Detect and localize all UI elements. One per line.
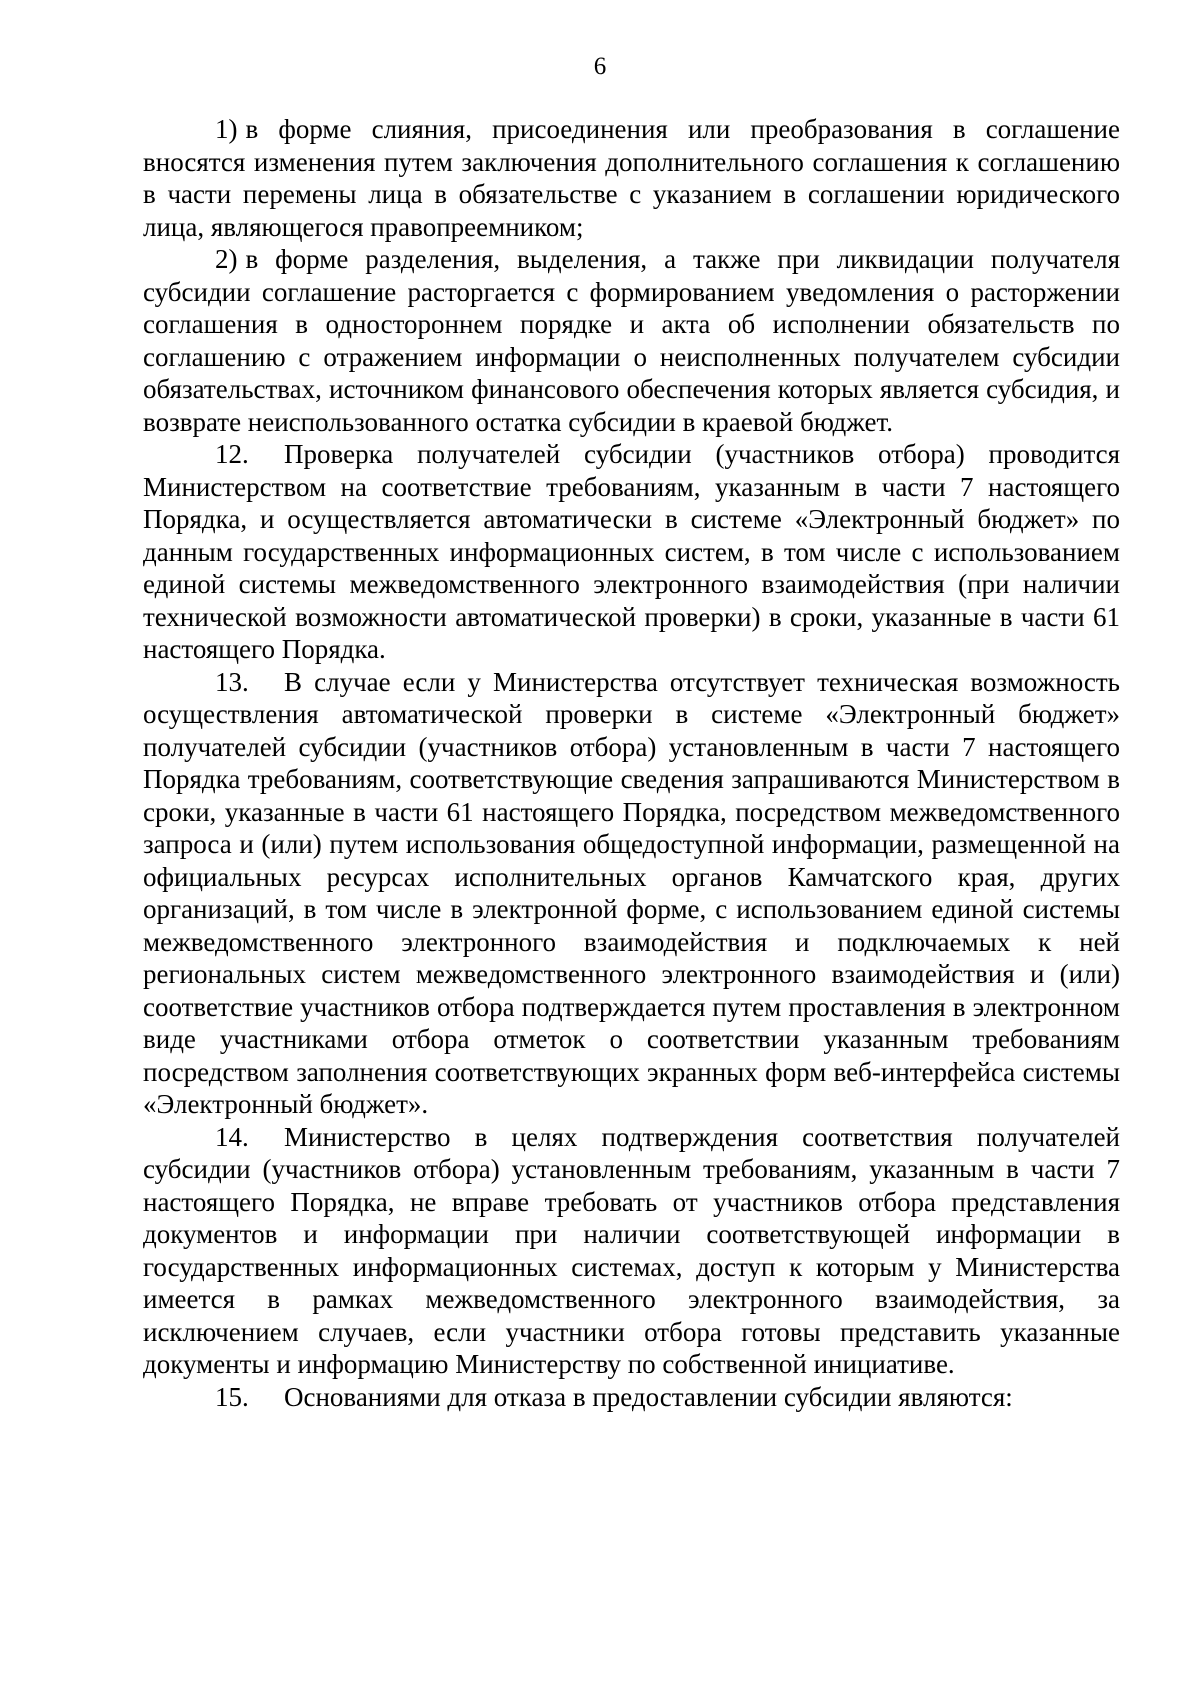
- document-body: [143, 113, 1120, 1413]
- paragraph-12: [143, 438, 1120, 666]
- paragraph-14: [143, 1121, 1120, 1381]
- page-number: 6: [593, 53, 607, 80]
- paragraph-text: В случае если у Министерства отсутствует техническая возможность осуществления автоматической проверки в системе «Электронный бюджет» получателей субсидии (участников отбора) установленным в части 7 настоящего Порядка требованиям, соответствующие сведения запрашиваются Министерством в сроки, указанные в части 61 настоящего Порядка, посредством межведомственного запроса и (или) путем использования общедоступной информации, размещенной на официальных ресурсах исполнительных органов Камчатского края, других организаций, в том числе в электронной форме, с использованием единой системы межведомственного электронного взаимодействия и подключаемых к ней региональных систем межведомственного электронного взаимодействия и (или) соответствие участников отбора подтверждается путем проставления в электронном виде участниками отбора отметок о соответствии указанным требованиям посредством заполнения соответствующих экранных форм веб-интерфейса системы «Электронный бюджет».: [143, 666, 1120, 1119]
- paragraph-item-1: [143, 113, 1120, 243]
- paragraph-item-2: [143, 243, 1120, 438]
- paragraph-number: 2): [215, 244, 238, 274]
- paragraph-number: 15.: [215, 1381, 249, 1412]
- paragraph-text: Основаниями для отказа в предоставлении субсидии являются:: [284, 1381, 1013, 1412]
- paragraph-number: 13.: [215, 666, 249, 697]
- paragraph-text: в форме слияния, присоединения или преобразования в соглашение вносятся изменения путем заключения дополнительного соглашения к соглашению в части перемены лица в обязательстве с указанием в соглашении юридического лица, являющегося правопреемником;: [143, 114, 1120, 242]
- paragraph-13: [143, 666, 1120, 1121]
- paragraph-15: [143, 1381, 1120, 1414]
- paragraph-number: 14.: [215, 1121, 249, 1152]
- paragraph-text: в форме разделения, выделения, а также при ликвидации получателя субсидии соглашение расторгается с формированием уведомления о расторжении соглашения в одностороннем порядке и акта об исполнении обязательств по соглашению с отражением информации о неисполненных получателем субсидии обязательствах, источником финансового обеспечения которых является субсидия, и возврате неиспользованного остатка субсидии в краевой бюджет.: [143, 244, 1120, 437]
- paragraph-text: Министерство в целях подтверждения соответствия получателей субсидии (участников отбора) установленным требованиям, указанным в части 7 настоящего Порядка, не вправе требовать от участников отбора представления документов и информации при наличии соответствующей информации в государственных информационных системах, доступ к которым у Министерства имеется в рамках межведомственного электронного взаимодействия, за исключением случаев, если участники отбора готовы представить указанные документы и информацию Министерству по собственной инициативе.: [143, 1121, 1120, 1379]
- paragraph-number: 12.: [215, 439, 249, 469]
- paragraph-text: Проверка получателей субсидии (участников отбора) проводится Министерством на соответствие требованиям, указанным в части 7 настоящего Порядка, и осуществляется автоматически в системе «Электронный бюджет» по данным государственных информационных систем, в том числе с использованием единой системы межведомственного электронного взаимодействия (при наличии технической возможности автоматической проверки) в сроки, указанные в части 61 настоящего Порядка.: [143, 439, 1120, 664]
- paragraph-number: 1): [215, 114, 238, 144]
